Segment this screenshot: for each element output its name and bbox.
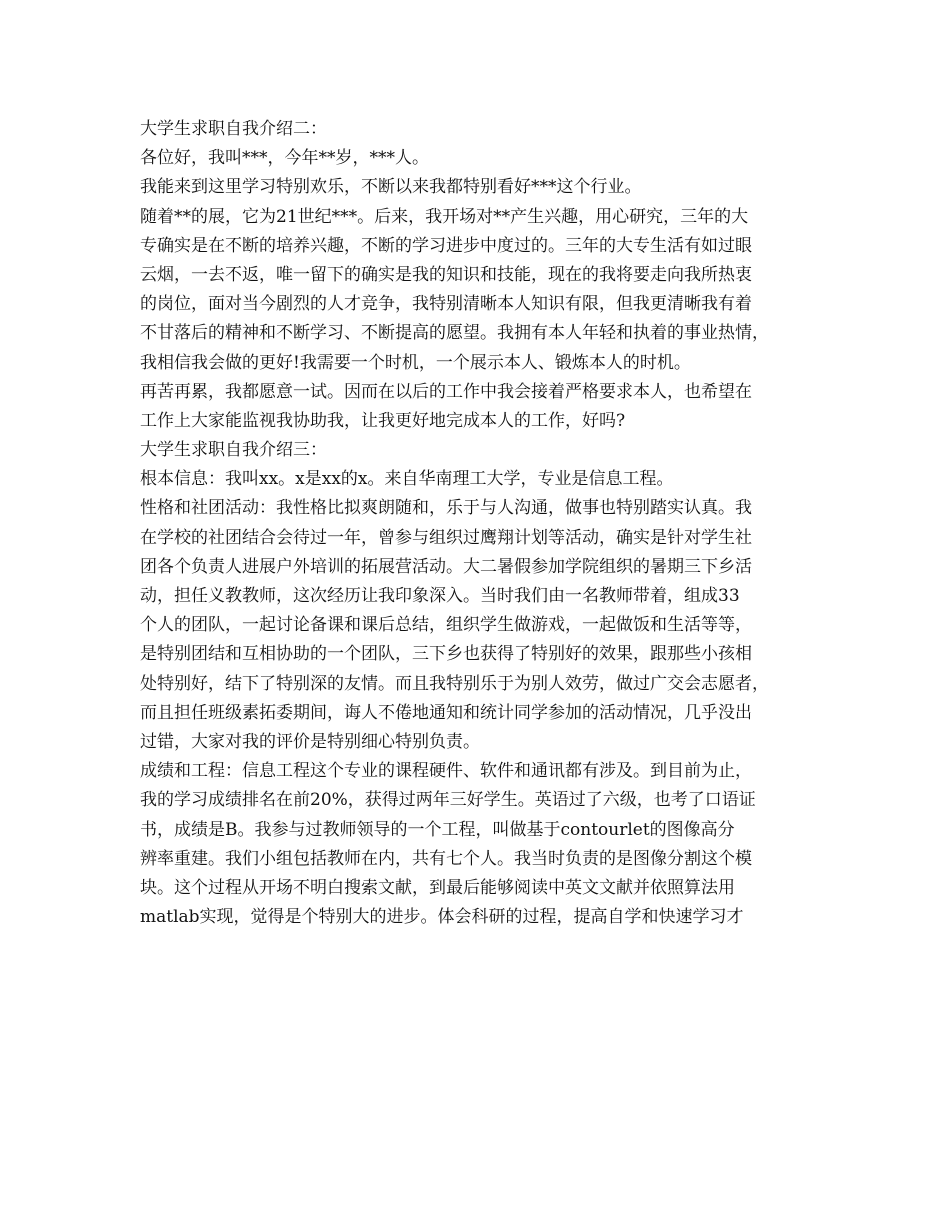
text-line: 辨率重建。我们小组包括教师在内，共有七个人。我当时负责的是图像分割这个模 [140, 848, 752, 869]
text-line: 而且担任班级素拓委期间，诲人不倦地通知和统计同学参加的活动情况，几乎没出 [140, 702, 752, 723]
text-line: 是特别团结和互相协助的一个团队，三下乡也获得了特别好的效果，跟那些小孩相 [140, 644, 752, 665]
text-line: 在学校的社团结合会待过一年，曾参与组织过鹰翔计划等活动，确实是针对学生社 [140, 527, 752, 548]
text-line: 书，成绩是B。我参与过教师领导的一个工程，叫做基于contourlet的图像高分 [140, 819, 735, 840]
text-line: 随着**的展，它为21世纪***。后来，我开场对**产生兴趣，用心研究，三年的大 [140, 206, 749, 227]
text-line: 块。这个过程从开场不明白搜索文献，到最后能够阅读中英文文献并依照算法用 [140, 877, 735, 898]
text-line: 的岗位，面对当今剧烈的人才竞争，我特别清晰本人知识有限，但我更清晰我有着 [140, 294, 752, 315]
text-line: 工作上大家能监视我协助我，让我更好地完成本人的工作，好吗? [140, 410, 626, 431]
text-line: 专确实是在不断的培养兴趣，不断的学习进步中度过的。三年的大专生活有如过眼 [140, 235, 752, 256]
text-line: 我能来到这里学习特别欢乐，不断以来我都特别看好***这个行业。 [140, 177, 642, 198]
text-line: 个人的团队，一起讨论备课和课后总结，组织学生做游戏，一起做饭和生活等等， [140, 615, 752, 636]
document-body [140, 115, 820, 932]
text-line: 各位好，我叫***，今年**岁，***人。 [140, 148, 429, 169]
text-line: 再苦再累，我都愿意一试。因而在以后的工作中我会接着严格要求本人，也希望在 [140, 381, 752, 402]
text-line: matlab实现，觉得是个特别大的进步。体会科研的过程，提高自学和快速学习才 [140, 907, 744, 928]
heading-intro-2: 大学生求职自我介绍二： [140, 119, 327, 139]
text-line: 处特别好，结下了特别深的友情。而且我特别乐于为别人效劳，做过广交会志愿者， [140, 673, 769, 694]
text-line: 过错，大家对我的评价是特别细心特别负责。 [140, 731, 480, 752]
text-line: 动，担任义教教师，这次经历让我印象深入。当时我们由一名教师带着，组成33 [140, 586, 740, 606]
heading-intro-3: 大学生求职自我介绍三： [140, 440, 327, 461]
text-line: 我相信我会做的更好!我需要一个时机，一个展示本人、锻炼本人的时机。 [140, 352, 691, 373]
text-line: 团各个负责人进展户外培训的拓展营活动。大二暑假参加学院组织的暑期三下乡活 [140, 556, 752, 577]
text-line: 云烟，一去不返，唯一留下的确实是我的知识和技能，现在的我将要走向我所热衷 [140, 264, 752, 285]
text-line: 成绩和工程：信息工程这个专业的课程硬件、软件和通讯都有涉及。到目前为止， [140, 761, 752, 782]
text-line: 性格和社团活动：我性格比拟爽朗随和，乐于与人沟通，做事也特别踏实认真。我 [140, 498, 752, 519]
text-line: 我的学习成绩排名在前20%，获得过两年三好学生。英语过了六级，也考了口语证 [140, 790, 756, 811]
text-line: 不甘落后的精神和不断学习、不断提高的愿望。我拥有本人年轻和执着的事业热情， [140, 323, 769, 344]
text-line: 根本信息：我叫xx。x是xx的x。来自华南理工大学，专业是信息工程。 [140, 469, 674, 490]
